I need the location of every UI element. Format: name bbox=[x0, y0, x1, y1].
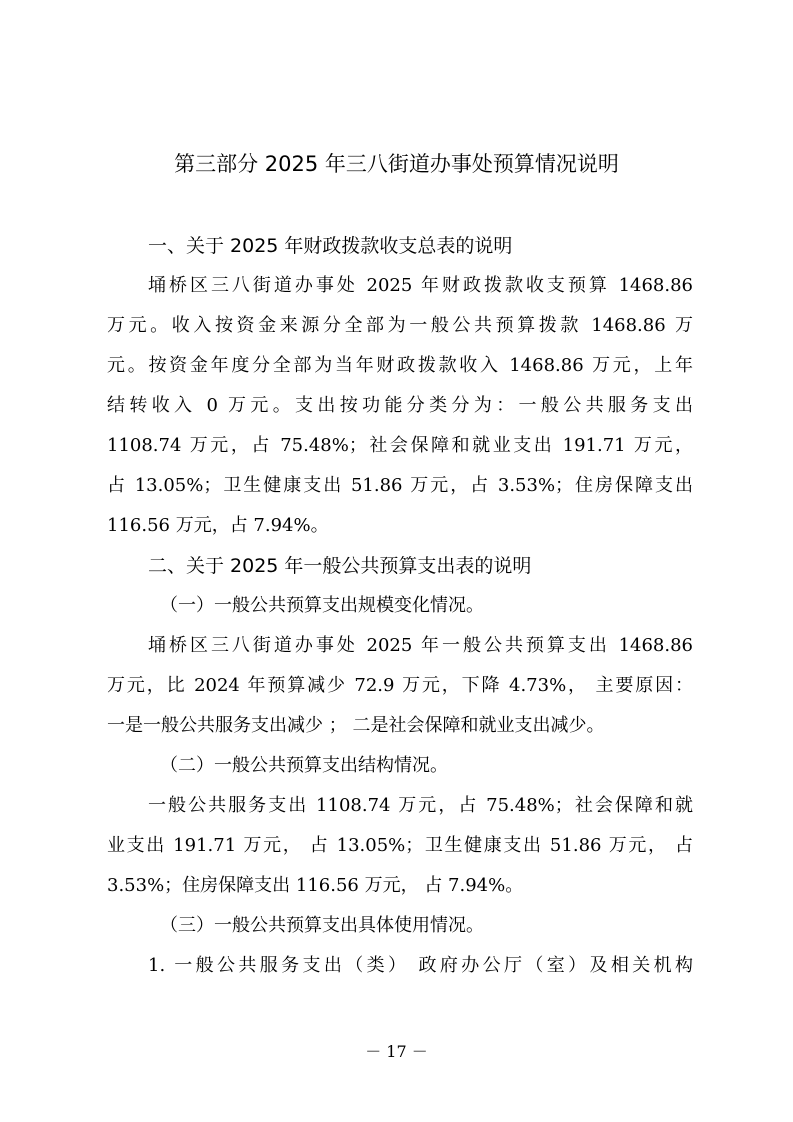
paragraph-line: 占 13.05%；卫生健康支出 51.86 万元，占 3.53%；住房保障支出 bbox=[107, 475, 693, 496]
subsection-heading-3: （三）一般公共预算支出具体使用情况。 bbox=[160, 915, 484, 936]
paragraph-line: 万元。收入按资金来源分全部为一般公共预算拨款 1468.86 万 bbox=[107, 315, 693, 336]
paragraph-line: 1108.74 万元，占 75.48%；社会保障和就业支出 191.71 万元， bbox=[107, 435, 693, 456]
list-item: 1. 一般公共服务支出（类） 政府办公厅（室）及相关机构 bbox=[148, 955, 693, 976]
paragraph-line: 一般公共服务支出 1108.74 万元，占 75.48%；社会保障和就 bbox=[148, 795, 693, 816]
paragraph-line: 埇桥区三八街道办事处 2025 年财政拨款收支预算 1468.86 bbox=[148, 275, 693, 296]
paragraph-line: 116.56 万元，占 7.94%。 bbox=[107, 515, 329, 536]
section-heading-2: 二、关于 2025 年一般公共预算支出表的说明 bbox=[148, 555, 532, 577]
paragraph-line: 元。按资金年度分全部为当年财政拨款收入 1468.86 万元，上年 bbox=[107, 355, 693, 376]
paragraph-line: 3.53%；住房保障支出 116.56 万元， 占 7.94%。 bbox=[107, 875, 524, 896]
paragraph-line: 一是一般公共服务支出减少 ； 二是社会保障和就业支出减少。 bbox=[107, 715, 605, 736]
page-title: 第三部分 2025 年三八街道办事处预算情况说明 bbox=[174, 152, 619, 176]
section-heading-1: 一、关于 2025 年财政拨款收支总表的说明 bbox=[148, 235, 513, 257]
subsection-heading-1: （一）一般公共预算支出规模变化情况。 bbox=[160, 595, 484, 616]
paragraph-line: 结转收入 0 万元。支出按功能分类分为：一般公共服务支出 bbox=[107, 395, 693, 416]
paragraph-line: 埇桥区三八街道办事处 2025 年一般公共预算支出 1468.86 bbox=[148, 635, 693, 656]
paragraph-line: 万元，比 2024 年预算减少 72.9 万元，下降 4.73%， 主要原因： bbox=[107, 675, 693, 696]
page-number: － 17 － bbox=[365, 1042, 428, 1061]
paragraph-line: 业支出 191.71 万元， 占 13.05%；卫生健康支出 51.86 万元， 占 bbox=[107, 835, 693, 856]
subsection-heading-2: （二）一般公共预算支出结构情况。 bbox=[160, 755, 448, 776]
